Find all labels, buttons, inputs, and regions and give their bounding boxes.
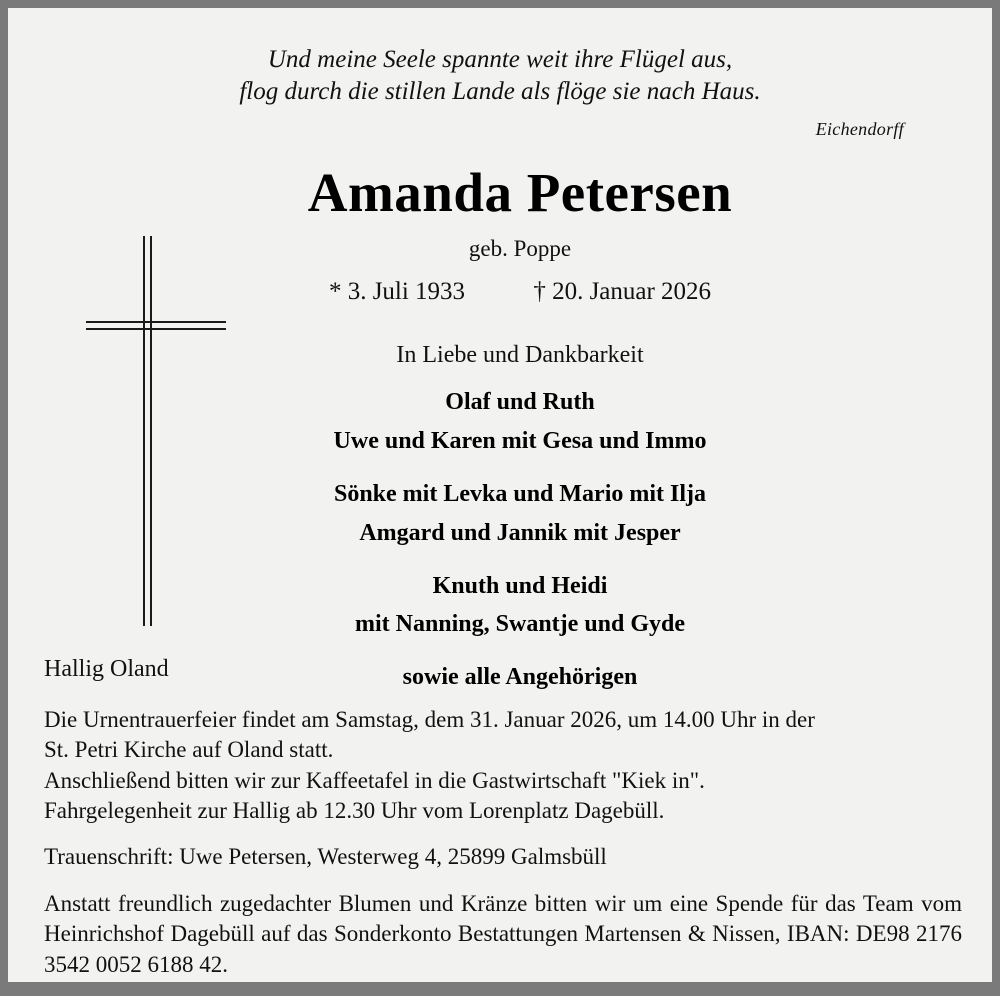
poem-author: Eichendorff (815, 119, 904, 139)
mourner-line: Uwe und Karen mit Gesa und Immo (333, 427, 707, 454)
obituary-notice (8, 8, 992, 982)
ceremony-line-1: Die Urnentrauerfeier findet am Samstag, dem 31. Januar 2026, um 14.00 Uhr in der (44, 707, 815, 732)
death-date: † 20. Januar 2026 (533, 278, 712, 306)
cross-vertical-stroke (143, 236, 145, 626)
transport-info: Fahrgelegenheit zur Hallig ab 12.30 Uhr vom Lorenplatz Dagebüll. (44, 798, 665, 824)
cross-horizontal-stroke (86, 321, 226, 323)
birth-date: * 3. Juli 1933 (328, 278, 466, 306)
footer-block (44, 656, 962, 996)
reception-info: Anschließend bitten wir zur Kaffeetafel in die Gastwirtschaft "Kiek in". (44, 767, 705, 793)
mourner-line: mit Nanning, Swantje und Gyde (354, 611, 686, 638)
deceased-maiden-name: geb. Poppe (468, 236, 572, 262)
place-name: Hallig Oland (44, 656, 169, 682)
cross-icon (86, 236, 226, 626)
mourning-intro: In Liebe und Dankbarkeit (396, 342, 644, 369)
poem-line-1: Und meine Seele spannte weit ihre Flügel aus, (267, 46, 733, 73)
mourner-line: sowie alle Angehörigen (402, 664, 638, 691)
donation-info: Anstatt freundlich zugedachter Blumen und Kränze bitten wir um eine Spende für das Team vom Heinrichshof Dagebüll auf das Sonderkonto Bestattungen Martensen & Nissen, IBAN: DE98 2176 3542 0052 6188 42. (44, 890, 962, 977)
poem-line-2: flog durch die stillen Lande als flöge sie nach Haus. (239, 78, 761, 105)
mourner-line: Knuth und Heidi (432, 572, 608, 599)
deceased-name: Amanda Petersen (307, 162, 733, 224)
cross-horizontal-stroke-2 (86, 328, 226, 330)
ceremony-line-2: St. Petri Kirche auf Oland statt. (44, 737, 334, 763)
mourner-line: Sönke mit Levka und Mario mit Ilja (333, 480, 707, 507)
mourner-line: Amgard und Jannik mit Jesper (359, 519, 681, 546)
poem-block (8, 8, 992, 141)
cross-vertical-stroke-2 (150, 236, 152, 626)
mourning-address: Trauenschrift: Uwe Petersen, Westerweg 4, 25899 Galmsbüll (44, 844, 607, 870)
mourner-line: Olaf und Ruth (445, 389, 595, 416)
